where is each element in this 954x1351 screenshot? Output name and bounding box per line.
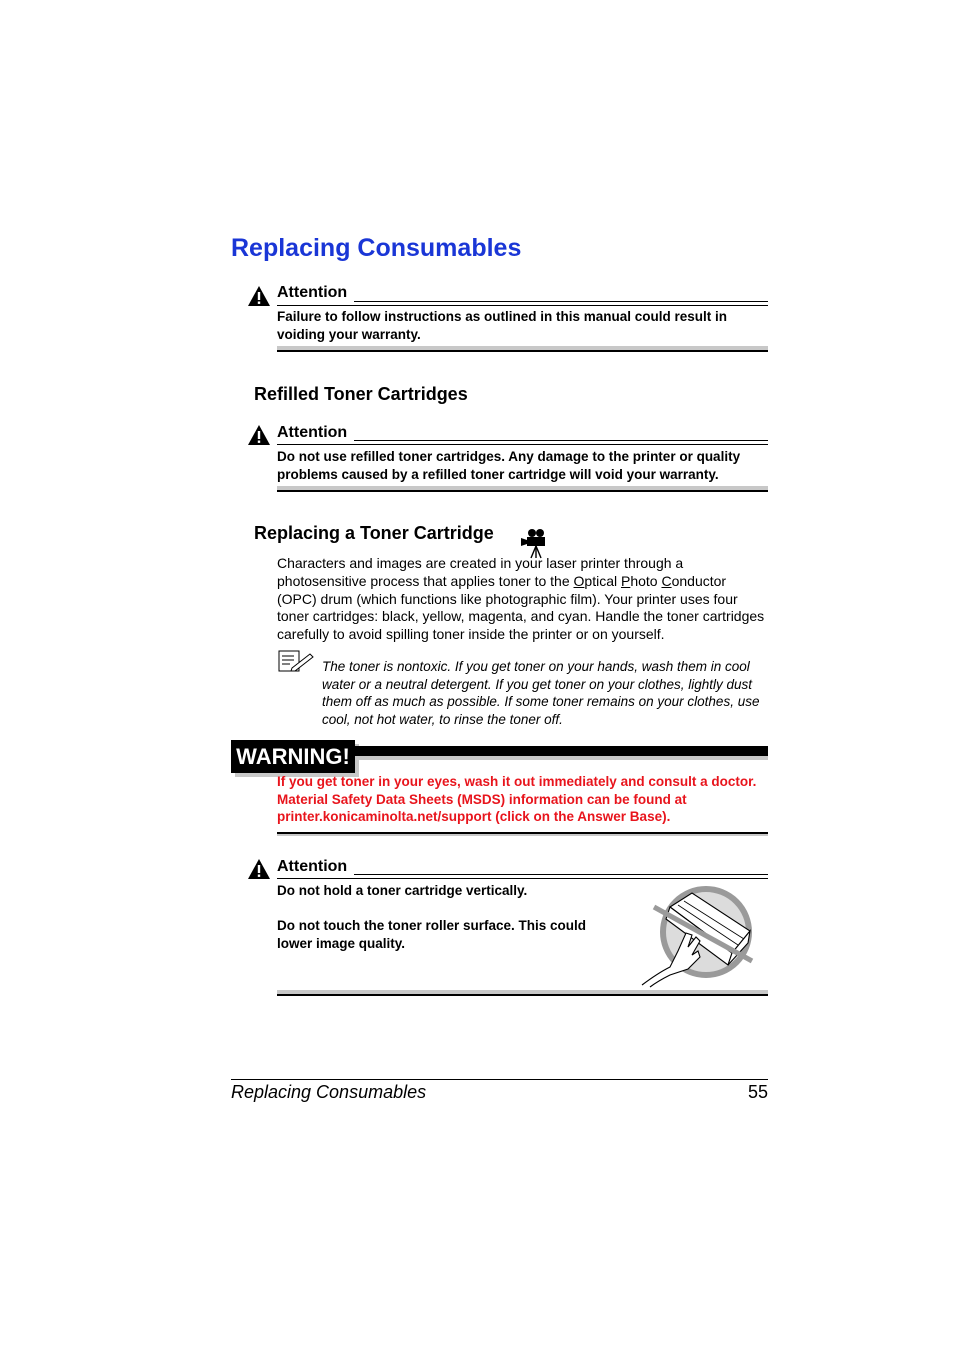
warning-bar-shadow bbox=[359, 756, 768, 760]
warning-text: If you get toner in your eyes, wash it out immediately and consult a doctor. Material Safety Data Sheets (MSDS) information can be found at printer.konicaminolta.net/support (click on the Answer Base). bbox=[277, 774, 757, 824]
footer-rule bbox=[231, 1079, 768, 1080]
attention-text-line2: Do not touch the toner roller surface. This could lower image quality. bbox=[277, 918, 587, 951]
attention-rule bbox=[354, 874, 768, 875]
attention-label: Attention bbox=[277, 424, 348, 441]
attention-text-line1: Do not hold a toner cartridge vertically. bbox=[277, 883, 528, 898]
toner-cartridge-prohibited-illustration bbox=[640, 885, 755, 988]
warning-label: WARNING! bbox=[231, 740, 355, 773]
warning-triangle-icon bbox=[247, 858, 271, 880]
note-text: The toner is nontoxic. If you get toner on your hands, wash them in cool water or a neutral detergent. If you get toner on your clothes, lightly dust them off as much as possible. If some toner remains on your clothes, use cool, not hot water, to rinse the toner off. bbox=[322, 659, 760, 728]
body-paragraph: Characters and images are created in your laser printer through a photosensitive process that applies toner to the Optical Photo Conductor (OPC) drum (which functions like photographic film). Your printer uses four toner cartridges: black, yellow, magenta, and cyan. Handle the toner cartridges carefully to avoid spilling toner inside the printer or on yourself. bbox=[277, 555, 765, 643]
warning-bar bbox=[355, 746, 768, 756]
attention-bottom-rule bbox=[277, 346, 768, 352]
page-number: 55 bbox=[747, 1082, 768, 1102]
attention-bottom-rule bbox=[277, 486, 768, 492]
attention-rule bbox=[277, 878, 768, 879]
page-title: Replacing Consumables bbox=[231, 234, 522, 262]
attention-label: Attention bbox=[277, 284, 348, 301]
footer-title: Replacing Consumables bbox=[231, 1082, 427, 1102]
attention-rule bbox=[277, 444, 768, 445]
warning-triangle-icon bbox=[247, 285, 271, 307]
warning-triangle-icon bbox=[247, 424, 271, 446]
attention-label: Attention bbox=[277, 858, 348, 875]
section-heading: Refilled Toner Cartridges bbox=[254, 384, 468, 404]
attention-text: Do not use refilled toner cartridges. Any damage to the printer or quality problems caused by a refilled toner cartridge will void your warranty. bbox=[277, 449, 741, 482]
attention-bottom-rule bbox=[277, 990, 768, 996]
attention-rule bbox=[354, 440, 768, 441]
note-pencil-icon bbox=[278, 650, 314, 672]
attention-rule bbox=[277, 305, 768, 306]
attention-rule bbox=[354, 301, 768, 302]
attention-text: Failure to follow instructions as outlined in this manual could result in voiding your warranty. bbox=[277, 309, 728, 342]
section-heading: Replacing a Toner Cartridge bbox=[254, 523, 494, 543]
warning-bottom-rule-shadow bbox=[277, 834, 768, 836]
